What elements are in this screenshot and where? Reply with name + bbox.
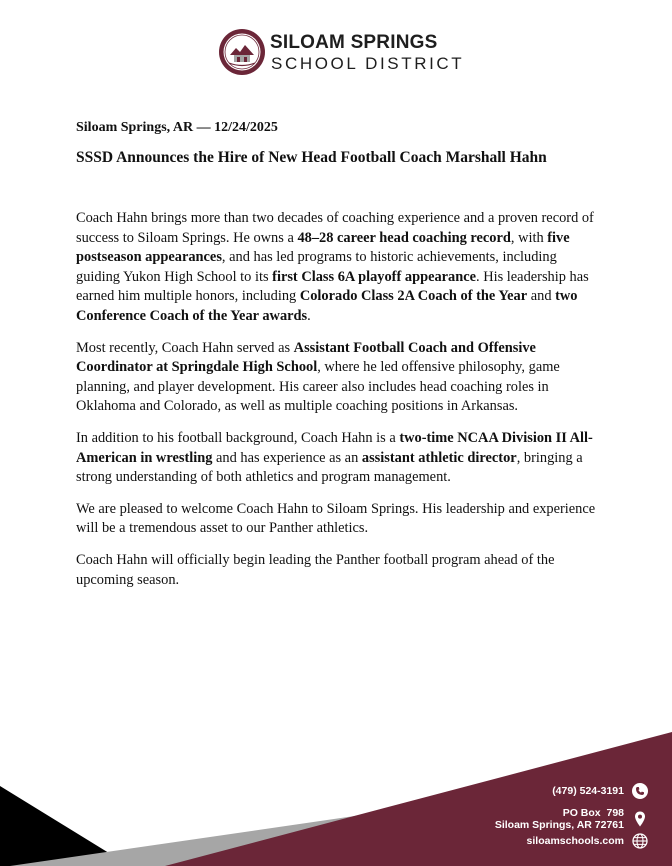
globe-icon [632, 833, 648, 849]
address-line-2: Siloam Springs, AR 72761 [494, 819, 624, 831]
contact-address [495, 807, 648, 831]
paragraph-3: In addition to his football background, Coach Hahn is a two-time NCAA Division II All-American in wrestling and has experience as an assistant athletic director, bringing a strong understanding of both athletics and program management. [76, 429, 593, 486]
paragraph-2: Most recently, Coach Hahn served as Assistant Football Coach and Offensive Coordinator at Springdale High School, where he led offensive philosophy, game planning, and player development. His career also includes head coaching roles in Oklahoma and Colorado, as well as multiple coaching positions in Arkansas. [76, 339, 560, 415]
location-pin-icon [632, 811, 648, 827]
phone-number: (479) 524-3191 [552, 785, 624, 797]
district-name: SILOAM SPRINGS [270, 32, 438, 53]
paragraph-5: Coach Hahn will officially begin leading the Panther football program ahead of the upcoming season. [76, 551, 555, 588]
district-subtitle: SCHOOL DISTRICT [271, 54, 465, 73]
contact-website [527, 833, 648, 849]
phone-icon [632, 783, 648, 799]
headline: SSSD Announces the Hire of New Head Football Coach Marshall Hahn [76, 149, 547, 166]
website-link[interactable]: siloamschools.com [526, 835, 624, 847]
letterhead [0, 28, 672, 84]
press-release-body [76, 209, 604, 602]
address-line-1: PO Box 798 [562, 807, 624, 819]
dateline: Siloam Springs, AR — 12/24/2025 [76, 120, 278, 135]
district-seal-icon [218, 28, 266, 76]
paragraph-1: Coach Hahn brings more than two decades of coaching experience and a proven record of success to Siloam Springs. He owns a 48–28 career head coaching record, with five postseason appearances, and has led programs to historic achievements, including guiding Yukon High School to its first Class 6A playoff appearance. His leadership has earned him multiple honors, including Colorado Class 2A Coach of the Year and two Conference Coach of the Year awards. [76, 210, 594, 324]
paragraph-4: We are pleased to welcome Coach Hahn to Siloam Springs. His leadership and experience will be a tremendous asset to our Panther athletics. [76, 500, 596, 537]
contact-phone [552, 783, 648, 799]
